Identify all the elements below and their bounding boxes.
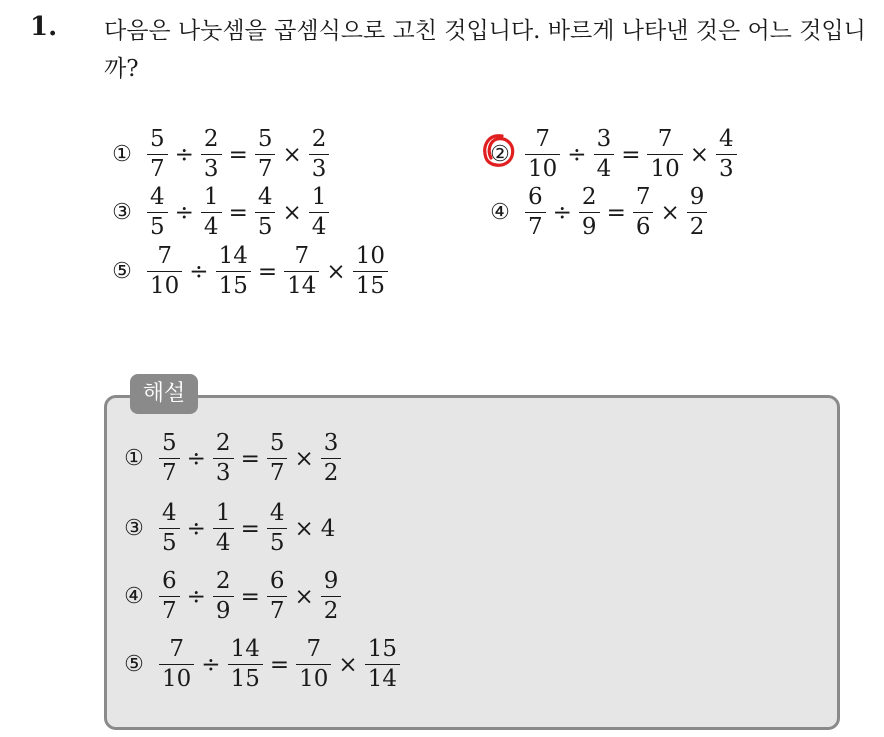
fraction: $\frac{5}{7}$ bbox=[267, 432, 288, 485]
times-sign: × bbox=[294, 583, 314, 610]
fraction: $\frac{6}{7}$ bbox=[159, 570, 180, 623]
fraction: $\frac{1}{4}$ bbox=[309, 186, 330, 239]
choice-4[interactable] bbox=[488, 186, 710, 239]
fraction: $\frac{9}{2}$ bbox=[321, 570, 342, 623]
times-sign: × bbox=[294, 515, 314, 542]
fraction: $\frac{7}{6}$ bbox=[633, 186, 654, 239]
fraction: $\frac{7}{10}$ bbox=[525, 128, 560, 181]
choice-label: ⑤ bbox=[112, 259, 132, 285]
fraction: $\frac{2}{9}$ bbox=[579, 186, 600, 239]
fraction: $\frac{4}{3}$ bbox=[716, 128, 737, 181]
choice-label: ④ bbox=[490, 200, 510, 226]
fraction: $\frac{1}{4}$ bbox=[213, 502, 234, 555]
fraction: $\frac{1}{4}$ bbox=[201, 186, 222, 239]
fraction: $\frac{4}{5}$ bbox=[147, 186, 168, 239]
choice-label: ① bbox=[124, 446, 144, 472]
times-sign: × bbox=[294, 445, 314, 472]
times-sign: × bbox=[689, 141, 710, 168]
divide-sign: ÷ bbox=[186, 515, 206, 542]
fraction: $\frac{4}{5}$ bbox=[159, 502, 180, 555]
explanation-line-2 bbox=[122, 502, 338, 555]
fraction: $\frac{6}{7}$ bbox=[267, 570, 288, 623]
fraction: $\frac{7}{14}$ bbox=[284, 245, 319, 298]
choice-label: ③ bbox=[112, 200, 132, 226]
fraction: $\frac{5}{7}$ bbox=[159, 432, 180, 485]
equals-sign: = bbox=[606, 199, 626, 226]
divide-sign: ÷ bbox=[567, 141, 587, 168]
times-sign: × bbox=[326, 258, 346, 285]
divide-sign: ÷ bbox=[201, 651, 221, 678]
fraction: $\frac{2}{3}$ bbox=[309, 128, 330, 181]
choice-label: ⑤ bbox=[124, 652, 144, 678]
integer: 4 bbox=[320, 515, 336, 542]
times-sign: × bbox=[282, 199, 302, 226]
choice-2[interactable] bbox=[488, 128, 740, 181]
fraction: $\frac{14}{15}$ bbox=[228, 638, 263, 691]
question-text: 다음은 나눗셈을 곱셈식으로 고친 것입니다. 바르게 나타낸 것은 어느 것입니까? bbox=[104, 18, 866, 82]
divide-sign: ÷ bbox=[189, 258, 209, 285]
fraction: $\frac{7}{10}$ bbox=[647, 128, 682, 181]
fraction: $\frac{7}{10}$ bbox=[159, 638, 194, 691]
fraction: $\frac{7}{10}$ bbox=[147, 245, 182, 298]
choice-label: ③ bbox=[124, 516, 144, 542]
explanation-line-4 bbox=[122, 638, 403, 691]
divide-sign: ÷ bbox=[552, 199, 572, 226]
fraction: $\frac{3}{2}$ bbox=[321, 432, 342, 485]
equals-sign: = bbox=[240, 445, 260, 472]
times-sign: × bbox=[338, 651, 358, 678]
choice-1[interactable] bbox=[110, 128, 332, 181]
explanation-line-1 bbox=[122, 432, 344, 485]
explanation-title: 해설 bbox=[130, 374, 198, 414]
divide-sign: ÷ bbox=[174, 141, 194, 168]
equals-sign: = bbox=[240, 583, 260, 610]
choice-3[interactable] bbox=[110, 186, 332, 239]
equals-sign: = bbox=[269, 651, 290, 678]
times-sign: × bbox=[282, 141, 302, 168]
fraction: $\frac{2}{3}$ bbox=[213, 432, 234, 485]
fraction: $\frac{6}{7}$ bbox=[525, 186, 546, 239]
fraction: $\frac{10}{15}$ bbox=[353, 245, 388, 298]
equals-sign: = bbox=[228, 199, 248, 226]
fraction: $\frac{2}{9}$ bbox=[213, 570, 234, 623]
equals-sign: = bbox=[621, 141, 641, 168]
fraction: $\frac{14}{15}$ bbox=[216, 245, 251, 298]
times-sign: × bbox=[660, 199, 680, 226]
fraction: $\frac{4}{5}$ bbox=[267, 502, 288, 555]
divide-sign: ÷ bbox=[186, 583, 206, 610]
fraction: $\frac{5}{7}$ bbox=[147, 128, 168, 181]
equals-sign: = bbox=[228, 141, 248, 168]
fraction: $\frac{3}{4}$ bbox=[594, 128, 615, 181]
choice-label: ④ bbox=[124, 584, 144, 610]
explanation-line-3 bbox=[122, 570, 344, 623]
fraction: $\frac{9}{2}$ bbox=[687, 186, 708, 239]
equals-sign: = bbox=[257, 258, 278, 285]
fraction: $\frac{2}{3}$ bbox=[201, 128, 222, 181]
divide-sign: ÷ bbox=[174, 199, 194, 226]
fraction: $\frac{15}{14}$ bbox=[365, 638, 400, 691]
choice-label: ① bbox=[112, 142, 132, 168]
fraction: $\frac{5}{7}$ bbox=[255, 128, 276, 181]
divide-sign: ÷ bbox=[186, 445, 206, 472]
choice-5[interactable] bbox=[110, 245, 391, 298]
choice-label: ② bbox=[488, 142, 512, 167]
equals-sign: = bbox=[240, 515, 260, 542]
question-number: 1. bbox=[30, 12, 58, 42]
fraction: $\frac{7}{10}$ bbox=[296, 638, 331, 691]
fraction: $\frac{4}{5}$ bbox=[255, 186, 276, 239]
